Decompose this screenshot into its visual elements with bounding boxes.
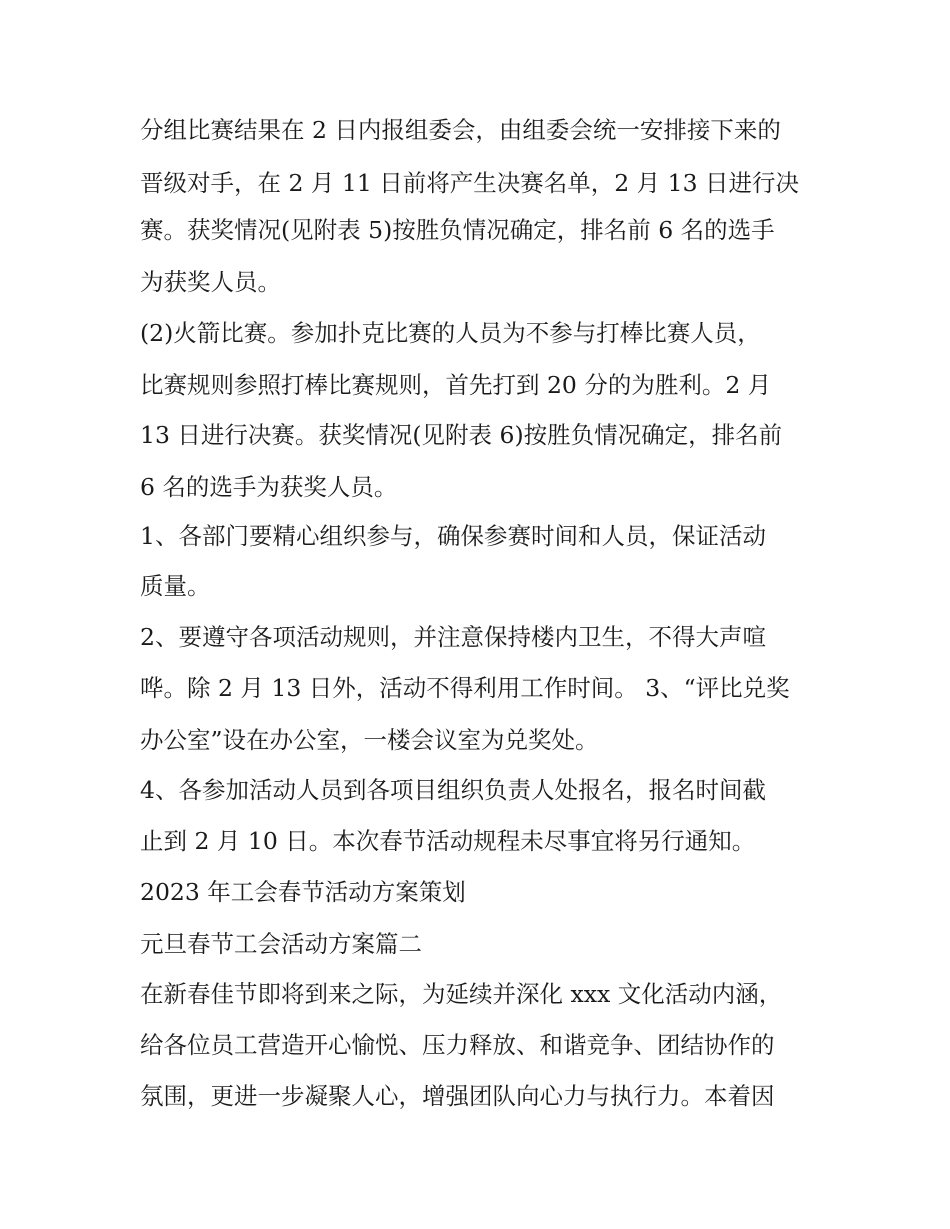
text-line: 哗。除 2 月 13 日外，活动不得利用工作时间。 3、“评比兑奖 xyxy=(140,674,790,702)
text-line: 2、要遵守各项活动规则，并注意保持楼内卫生，不得大声喧 xyxy=(140,623,766,651)
text-line: 止到 2 月 10 日。本次春节活动规程未尽事宜将另行通知。 xyxy=(140,827,756,855)
text-line: 13 日进行决赛。获奖情况(见附表 6)按胜负情况确定，排名前 xyxy=(140,421,783,449)
text-line: 分组比赛结果在 2 日内报组委会，由组委会统一安排接下来的 xyxy=(140,116,781,144)
text-line: (2)火箭比赛。参加扑克比赛的人员为不参与打棒比赛人员， xyxy=(140,319,761,347)
text-line: 1、各部门要精心组织参与，确保参赛时间和人员，保证活动 xyxy=(140,522,766,550)
text-line: 在新春佳节即将到来之际，为延续并深化 xxx 文化活动内涵， xyxy=(140,980,783,1008)
text-line: 元旦春节工会活动方案篇二 xyxy=(140,930,422,958)
text-line: 为获奖人员。 xyxy=(140,268,281,296)
text-line: 6 名的选手为获奖人员。 xyxy=(140,473,398,501)
text-line: 质量。 xyxy=(140,572,211,600)
text-line: 比赛规则参照打棒比赛规则，首先打到 20 分的为胜利。2 月 xyxy=(140,371,772,399)
text-line: 给各位员工营造开心愉悦、压力释放、和谐竞争、团结协作的 xyxy=(140,1031,775,1059)
text-line: 4、各参加活动人员到各项目组织负责人处报名，报名时间截 xyxy=(140,776,766,804)
text-line: 赛。获奖情况(见附表 5)按胜负情况确定，排名前 6 名的选手 xyxy=(140,216,775,244)
text-line: 氛围，更进一步凝聚人心，增强团队向心力与执行力。本着因 xyxy=(140,1082,775,1110)
text-line: 2023 年工会春节活动方案策划 xyxy=(140,878,466,906)
text-line: 办公室”设在办公室，一楼会议室为兑奖处。 xyxy=(140,726,599,754)
text-line: 晋级对手，在 2 月 11 日前将产生决赛名单，2 月 13 日进行决 xyxy=(140,169,799,197)
